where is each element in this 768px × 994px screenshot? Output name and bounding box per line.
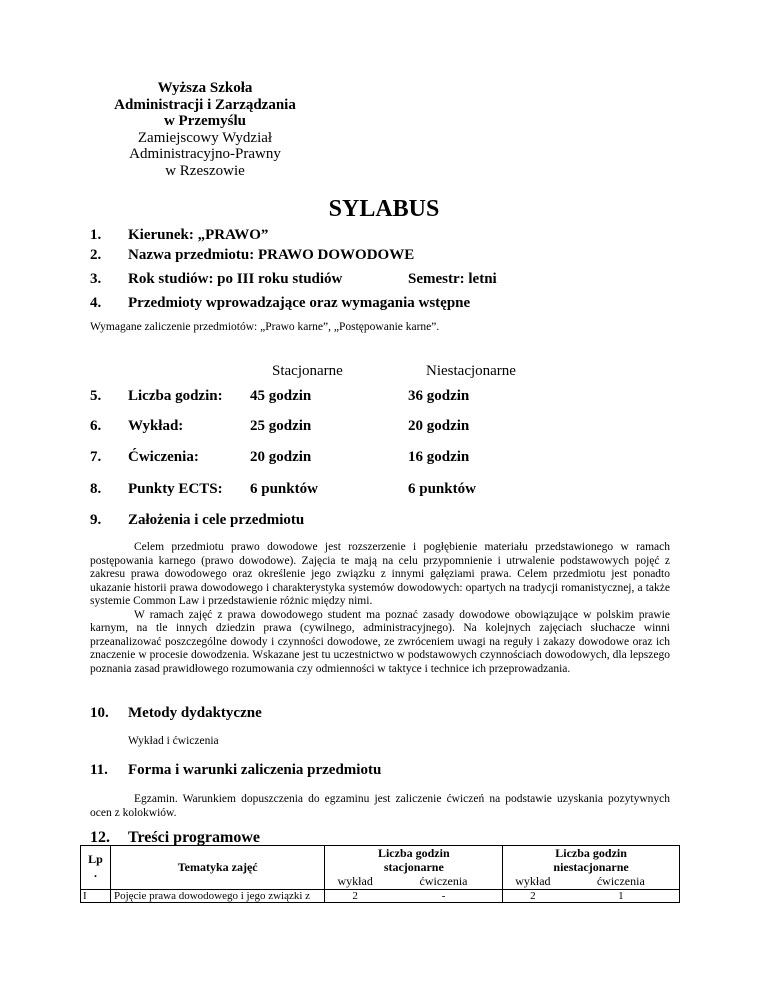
header-lp-text: Lp . [88, 852, 103, 880]
header-stacjonarne [325, 846, 503, 875]
section-4-label: Przedmioty wprowadzające oraz wymagania wstępne [128, 295, 471, 311]
table-row [81, 890, 680, 903]
header-topic [110, 846, 325, 890]
hours-row-6-label: Wykład: [128, 418, 184, 434]
section-11-text: Egzamin. Warunkiem dopuszczenia do egzaminu jest zaliczenie ćwiczeń na podstawie uzyskania pozytywnych ocen z kolokwiów. [90, 793, 670, 819]
column-niestacjonarne: Niestacjonarne [426, 363, 516, 379]
hours-row-6-stac: 25 godzin [250, 418, 312, 434]
semester-label: Semestr: letni [408, 271, 497, 287]
section-12-label: Treści programowe [128, 829, 260, 846]
section-4-number: 4. [90, 295, 102, 311]
hours-row-8-number: 8. [90, 481, 102, 497]
section-4-text: Wymagane zaliczenie przedmiotów: „Prawo karne”, „Postępowanie karne”. [90, 321, 440, 333]
hours-row-6-niestac: 20 godzin [408, 418, 470, 434]
section-10-label: Metody dydaktyczne [128, 705, 262, 721]
hours-row-8-label: Punkty ECTS: [128, 481, 223, 497]
subheader-niestac-wyklad: wykład [503, 874, 563, 890]
section-9-paragraph-2: W ramach zajęć z prawa dowodowego student ma poznać zasady dowodowe obowiązujące w polskim prawie karnym, na tle innych dziedzin prawa (cywilnego, administracyjnego). Na kolejnych zajęciach słuchacze winni przeanalizować poszczególne dowody i czynności dowodowe, ze zwróceniem uwagi na reguły i zakazy dowodowe oraz ich znaczenie w procesie dowodzenia. Wskazane jest tu uczestnictwo w podstawowych czynnościach dowodowych, dla lepszego poznania zasad prawidłowego rozumowania czy odmienności w taktyce i technice ich przeprowadzania. [90, 608, 670, 675]
section-11-number: 11. [90, 762, 108, 778]
header-line-6: w Rzeszowie [165, 162, 245, 179]
header-topic-text: Tematyka zajęć [177, 860, 258, 874]
hours-row-5-niestac: 36 godzin [408, 388, 470, 404]
header-lp [81, 846, 111, 890]
section-1-label: Kierunek: „PRAWO” [128, 227, 269, 243]
header-niestacjonarne-text: Liczba godzin niestacjonarne [553, 846, 629, 874]
hours-row-8-niestac: 6 punktów [408, 481, 476, 497]
section-9-paragraph-1: Celem przedmiotu prawo dowodowe jest rozszerzenie i pogłębienie materiału przedstawionego w ramach postępowania karnego (prawo dowodowe). Zajęcia te mają na celu przypomnienie i utrwalenie podstawowych pojęć z zakresu prawa dowodowego oraz określenie jego związku z innymi gałęziami prawa. Celem przedmiotu jest ponadto ukazanie historii prawa dowodowego i charakterystyka systemów dowodowych: opartych na tradycji romanistycznej, a także systemie Common Law i przedstawienie różnic między nimi. [90, 541, 670, 607]
header-niestacjonarne [503, 846, 680, 875]
row-topic: Pojęcie prawa dowodowego i jego związki z [110, 890, 325, 903]
hours-row-5-number: 5. [90, 388, 102, 404]
document-title: SYLABUS [328, 196, 440, 222]
hours-row-7-label: Ćwiczenia: [128, 449, 199, 465]
section-2-label: Nazwa przedmiotu: PRAWO DOWODOWE [128, 247, 415, 263]
hours-row-5-label: Liczba godzin: [128, 388, 223, 404]
row-niestac-cwiczenia: 1 [563, 890, 680, 903]
subheader-stac-wyklad: wykład [325, 874, 385, 890]
header-line-3: w Przemyślu [163, 113, 247, 129]
section-2-number: 2. [90, 247, 102, 263]
row-lp: I [81, 890, 111, 903]
section-3-number: 3. [90, 271, 102, 287]
section-3-label: Rok studiów: po III roku studiów [128, 271, 343, 287]
section-10-text: Wykład i ćwiczenia [128, 735, 219, 747]
program-table [80, 845, 680, 903]
header-line-4: Zamiejscowy Wydział [137, 129, 273, 146]
hours-row-6-number: 6. [90, 418, 102, 434]
section-11-body [90, 793, 670, 820]
row-niestac-wyklad: 2 [503, 890, 563, 903]
section-12-number: 12. [90, 829, 110, 846]
hours-row-5-stac: 45 godzin [250, 388, 312, 404]
table-header-row [81, 846, 680, 875]
hours-row-8-stac: 6 punktów [250, 481, 318, 497]
column-stacjonarne: Stacjonarne [272, 363, 343, 379]
header-stacjonarne-text: Liczba godzin stacjonarne [377, 846, 450, 874]
row-stac-wyklad: 2 [325, 890, 385, 903]
header-line-5: Administracyjno-Prawny [129, 146, 281, 162]
section-9-label: Założenia i cele przedmiotu [128, 512, 305, 528]
header-line-2: Administracji i Zarządzania [114, 96, 296, 113]
section-9-number: 9. [90, 512, 102, 528]
institution-header [80, 80, 330, 179]
row-stac-cwiczenia: - [385, 890, 503, 903]
subheader-stac-cwiczenia: ćwiczenia [385, 874, 503, 890]
subheader-niestac-cwiczenia: ćwiczenia [563, 874, 680, 890]
section-9-body [90, 541, 670, 676]
section-1-number: 1. [90, 227, 102, 243]
header-line-1: Wyższa Szkoła [157, 80, 253, 96]
hours-row-7-stac: 20 godzin [250, 449, 312, 465]
section-11-label: Forma i warunki zaliczenia przedmiotu [128, 762, 382, 778]
section-10-number: 10. [90, 705, 109, 721]
hours-row-7-number: 7. [90, 449, 102, 465]
hours-row-7-niestac: 16 godzin [408, 449, 470, 465]
